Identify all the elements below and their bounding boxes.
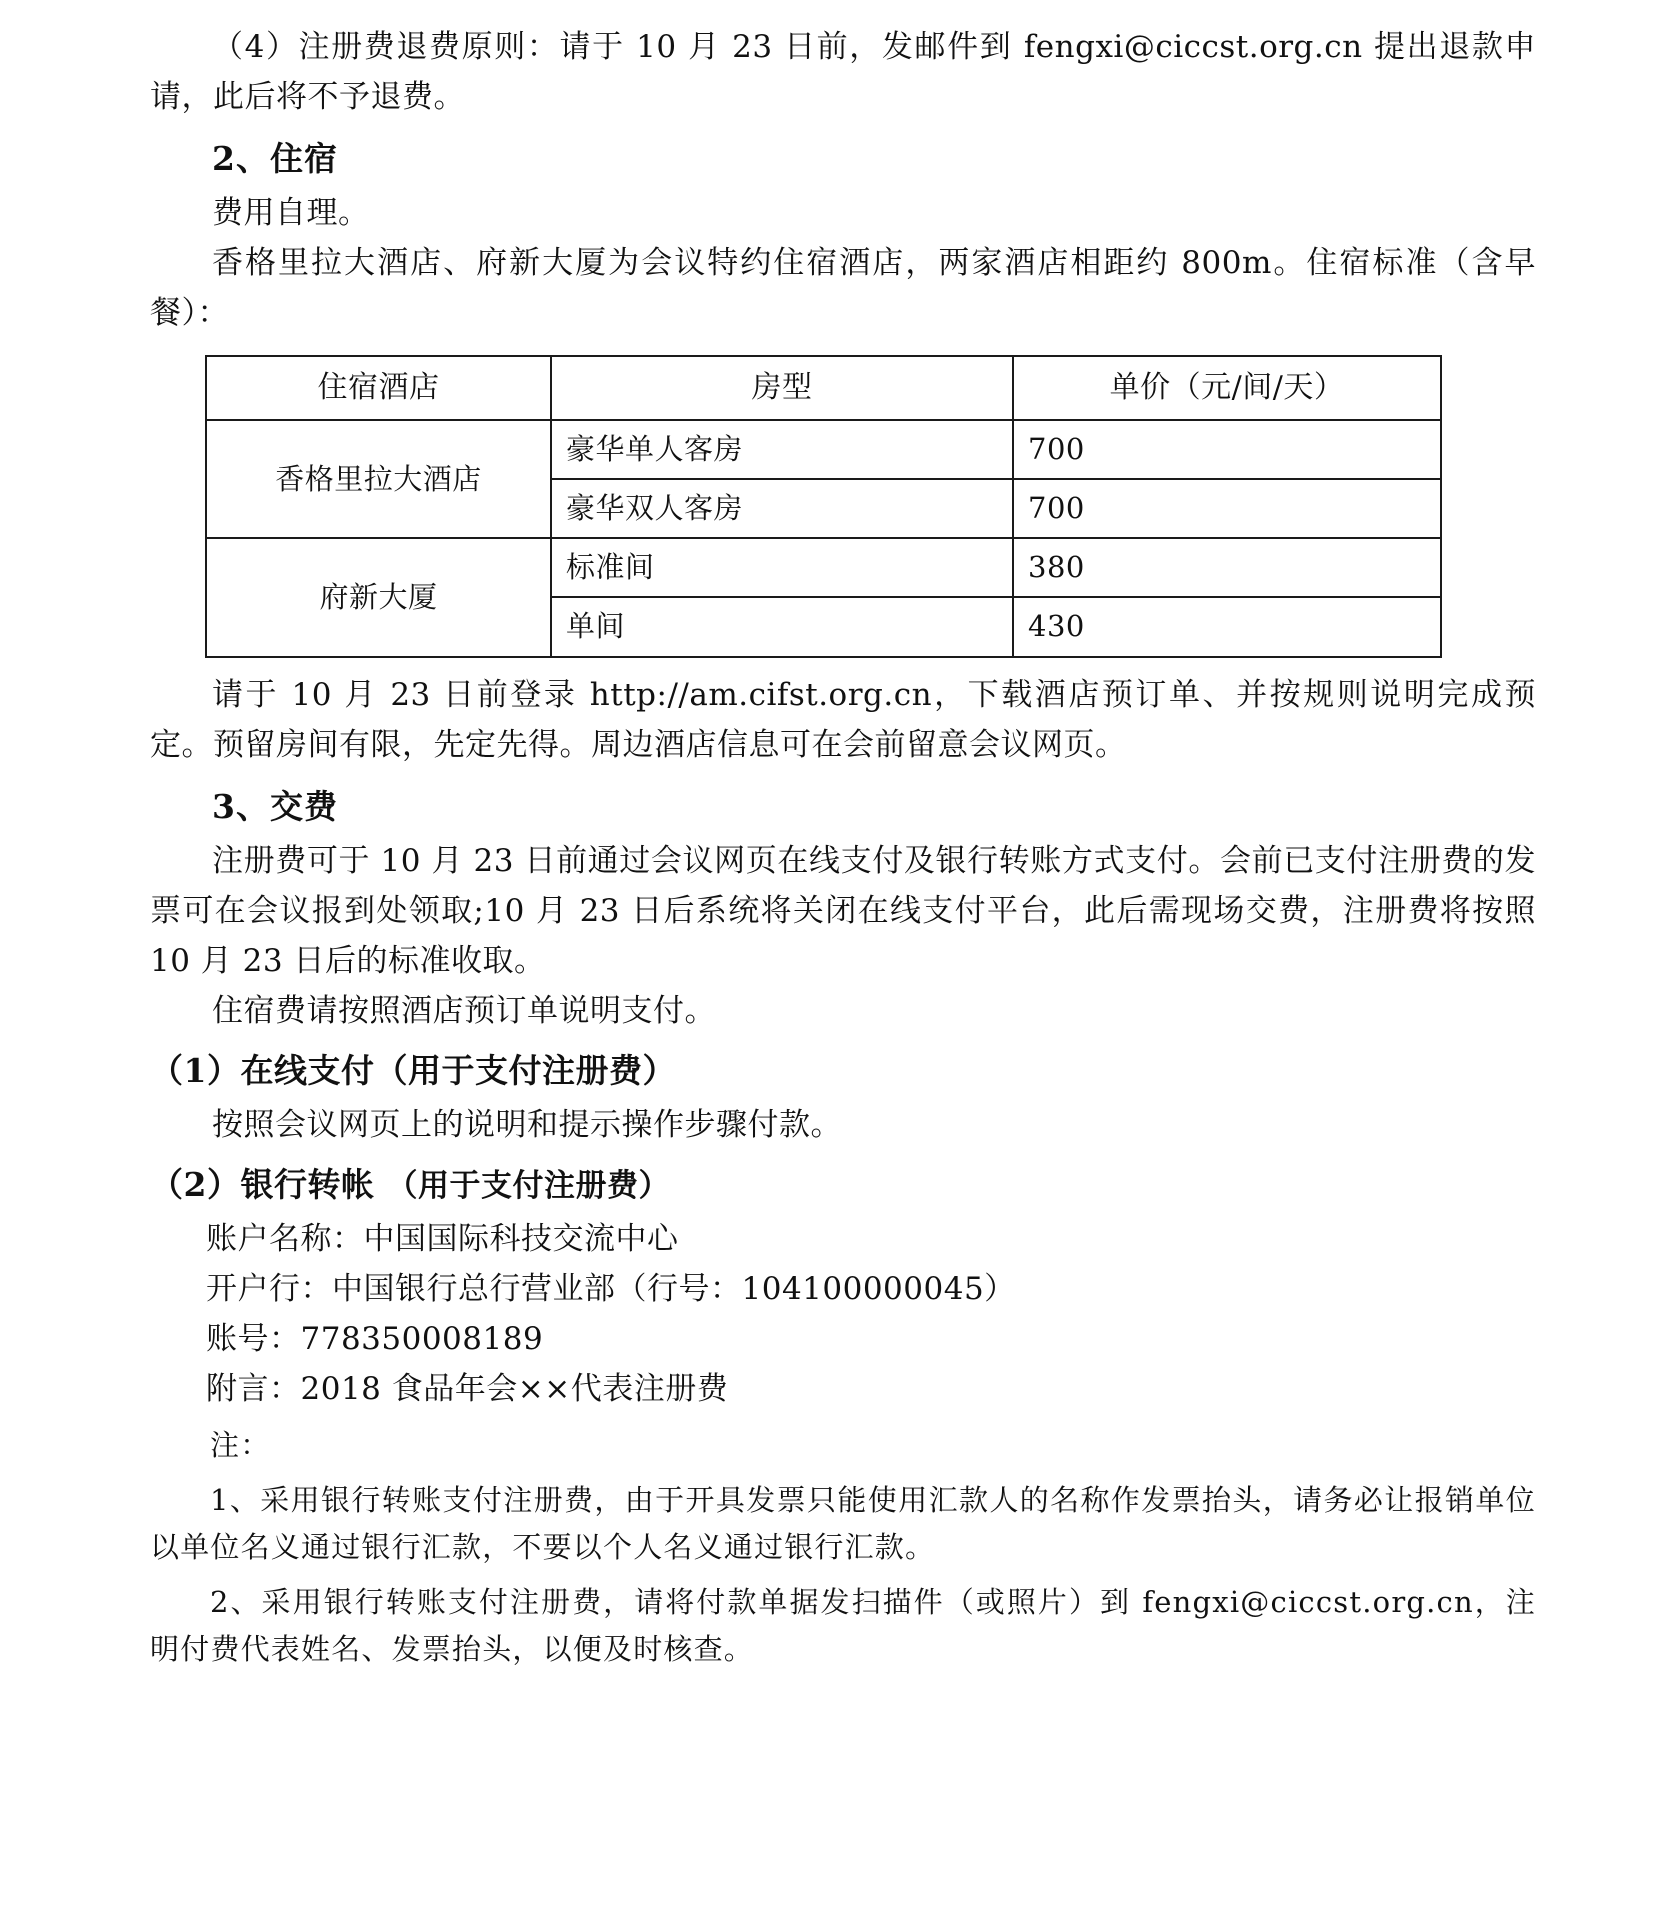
paragraph-accommodation-intro: 香格里拉大酒店、府新大厦为会议特约住宿酒店，两家酒店相距约 800m。住宿标准（含早餐）：: [150, 245, 1536, 332]
table-cell-roomtype: 标准间: [551, 538, 1013, 597]
note-item-2: 2、采用银行转账支付注册费，请将付款单据发扫描件（或照片）到 fengxi@ciccst.org.cn，注明付费代表姓名、发票抬头，以便及时核查。: [150, 1585, 1536, 1667]
table-cell-price: 380: [1013, 538, 1441, 597]
paragraph-payment-intro: 注册费可于 10 月 23 日前通过会议网页在线支付及银行转账方式支付。会前已支付注册费的发票可在会议报到处领取;10 月 23 日后系统将关闭在线支付平台，此后需现场交费，注册费将按照 10 月 23 日后的标准收取。: [150, 842, 1536, 979]
table-cell-roomtype: 豪华单人客房: [551, 420, 1013, 479]
table-cell-price: 700: [1013, 420, 1441, 479]
table-cell-roomtype: 豪华双人客房: [551, 479, 1013, 538]
notes-block: [150, 1414, 1536, 1673]
hotel-price-table: [205, 355, 1442, 658]
table-cell-roomtype: 单间: [551, 597, 1013, 656]
bank-transfer-title-sub: （用于支付注册费）: [386, 1168, 670, 1205]
notes-label: 注：: [210, 1428, 271, 1463]
paragraph-bank-name: 开户行：中国银行总行营业部（行号：104100000045）: [206, 1270, 1016, 1307]
table-header-roomtype: 房型: [551, 356, 1013, 421]
paragraph-self-pay: 费用自理。: [212, 194, 370, 231]
subsection-heading-bank-transfer: [150, 1158, 1536, 1211]
table-cell-hotel-fuxin: 府新大厦: [206, 538, 551, 656]
note-item-1: 1、采用银行转账支付注册费，由于开具发票只能使用汇款人的名称作发票抬头，请务必让报销单位以单位名义通过银行汇款，不要以个人名义通过银行汇款。: [150, 1483, 1536, 1565]
paragraph-accommodation-payment: 住宿费请按照酒店预订单说明支付。: [212, 993, 716, 1030]
table-cell-price: 700: [1013, 479, 1441, 538]
paragraph-remark: 附言：2018 食品年会××代表注册费: [206, 1371, 729, 1408]
table-header-row: [206, 356, 1441, 421]
table-cell-hotel-shangrila: 香格里拉大酒店: [206, 420, 551, 538]
paragraph-refund-policy: （4）注册费退费原则：请于 10 月 23 日前，发邮件到 fengxi@ciccst.org.cn 提出退款申请，此后将不予退费。: [150, 29, 1536, 116]
table-header-price: 单价（元/间/天）: [1013, 356, 1441, 421]
bank-transfer-title-main: （2）银行转帐: [150, 1165, 375, 1205]
table-cell-price: 430: [1013, 597, 1441, 656]
paragraph-account-name: 账户名称：中国国际科技交流中心: [206, 1220, 679, 1257]
paragraph-online-payment-body: 按照会议网页上的说明和提示操作步骤付款。: [212, 1106, 842, 1143]
table-row: [206, 538, 1441, 597]
paragraph-account-number: 账号：778350008189: [206, 1320, 544, 1357]
subsection-heading-online-payment: （1）在线支付（用于支付注册费）: [150, 1051, 676, 1091]
section-heading-accommodation: 2、住宿: [212, 139, 338, 179]
section-heading-payment: 3、交费: [212, 787, 338, 827]
paragraph-booking-note: 请于 10 月 23 日前登录 http://am.cifst.org.cn，下载酒店预订单、并按规则说明完成预定。预留房间有限，先定先得。周边酒店信息可在会前留意会议网页。: [150, 676, 1536, 763]
table-header-hotel: 住宿酒店: [206, 356, 551, 421]
table-row: [206, 420, 1441, 479]
